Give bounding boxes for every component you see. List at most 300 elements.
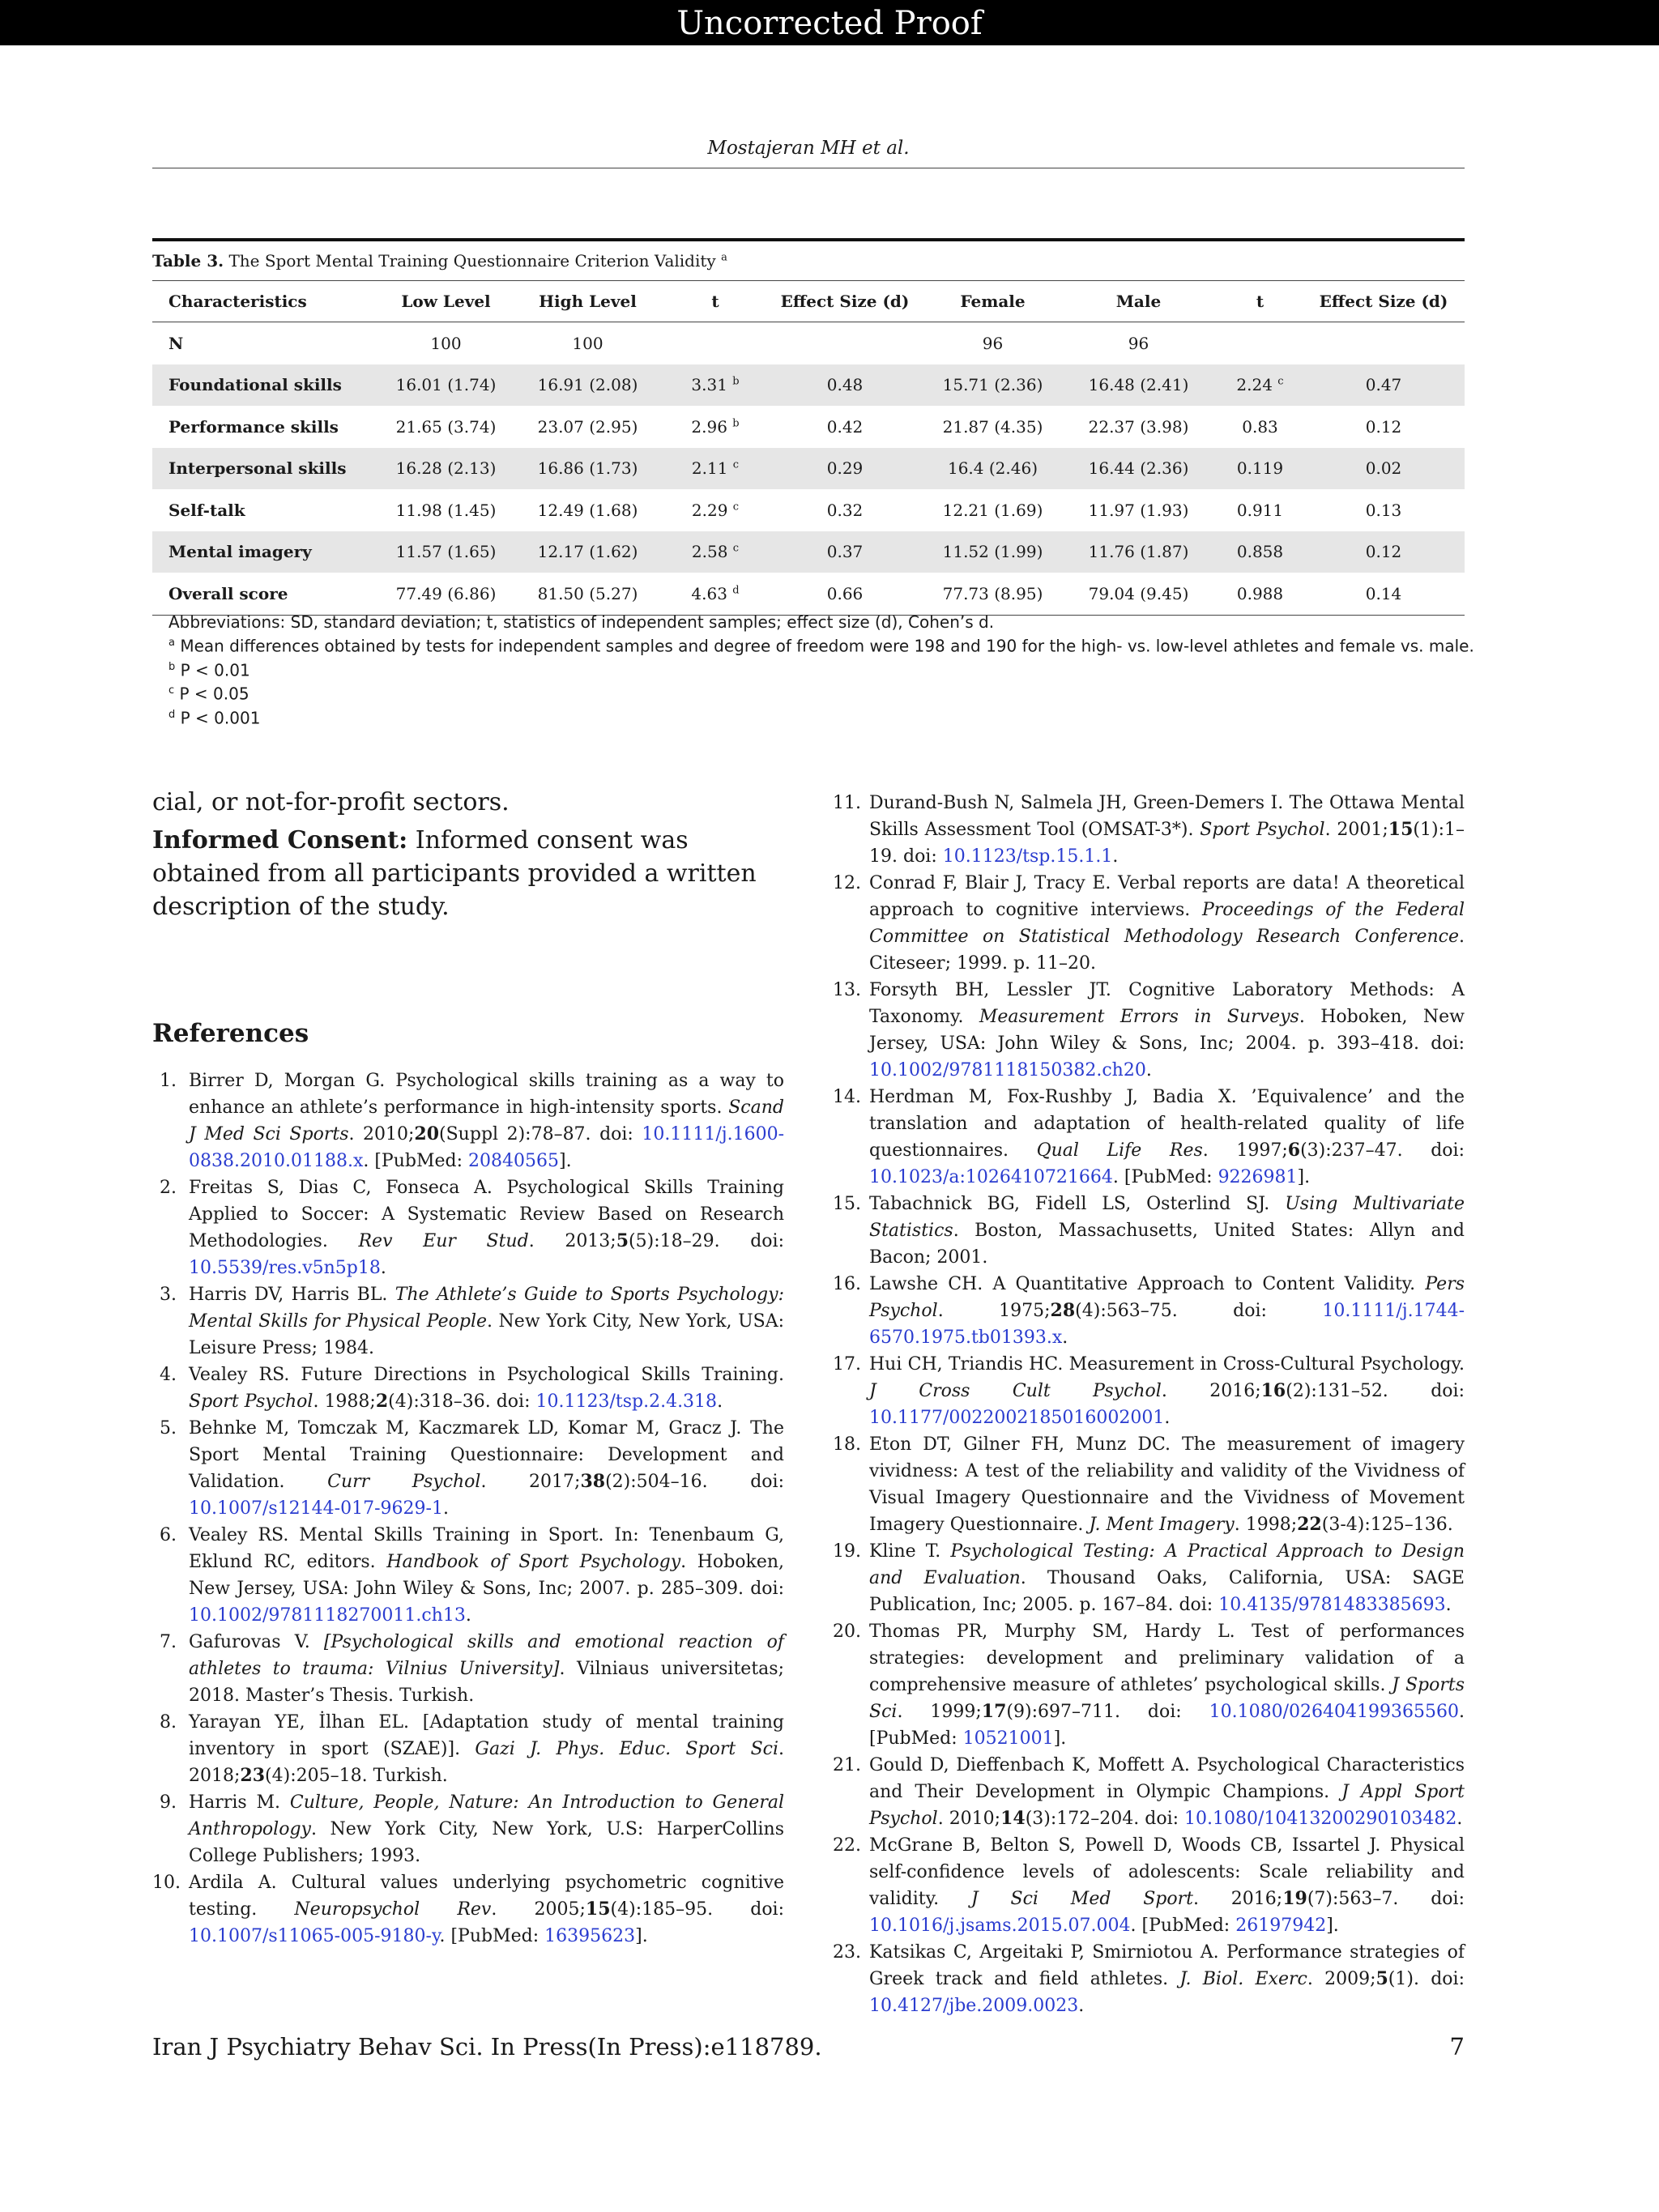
reference-text: Behnke M, Tomczak M, Kaczmarek LD, Komar M, Gracz J. The Sport Mental Training Questionnaire: Development and Validation. (189, 1418, 784, 1492)
reference-item (152, 1281, 784, 1362)
reference-text: Freitas S, Dias C, Fonseca A. Psychological Skills Training Applied to Soccer: A Systematic Review Based on Research Methodologies. (189, 1178, 784, 1251)
doi-link[interactable]: 10.1080/026404199365560 (1209, 1702, 1459, 1722)
reference-item (833, 1084, 1465, 1191)
reference-source: Using Multivariate Statistics (869, 1194, 1465, 1241)
column-header: Male (1115, 292, 1162, 311)
table-3 (152, 238, 1465, 616)
cell-value: 0.29 (826, 458, 864, 479)
reference-number: 10. (152, 1873, 181, 1893)
reference-item (833, 1431, 1465, 1538)
cell-footnote-marker: c (732, 542, 740, 555)
doi-link[interactable]: 10.4135/9781483385693 (1218, 1595, 1446, 1615)
consent-label: Informed Consent: (152, 826, 408, 855)
row-label: Performance skills (168, 416, 339, 437)
cell-value: 11.98 (1.45) (395, 500, 497, 520)
reference-text: (4):563–75. doi: (1075, 1301, 1323, 1321)
cell-footnote-marker: d (732, 584, 740, 597)
reference-text: (4):318–36. doi: (388, 1392, 536, 1412)
note-marker: d (168, 708, 176, 721)
table-note (168, 657, 1465, 681)
table-cell (1303, 322, 1465, 364)
informed-consent (152, 824, 784, 923)
cell-value: 96 (1128, 333, 1149, 353)
reference-text: Thomas PR, Murphy SM, Hardy L. Test of performances strategies: development and preliminary validation of a comprehensive measure of athletes’ psychological skills. (869, 1622, 1465, 1695)
reference-source: Gazi J. Phys. Educ. Sport Sci (475, 1739, 778, 1759)
cell-value: 0.48 (826, 375, 864, 395)
reference-text: . (1445, 1595, 1452, 1615)
reference-text: ]. (1326, 1916, 1339, 1936)
reference-text: (Suppl 2):78–87. doi: (439, 1124, 642, 1144)
cell-value: 0.42 (826, 416, 864, 437)
table-label: Table 3. (152, 251, 224, 271)
table-cell (1303, 364, 1465, 407)
doi-link[interactable]: 10.1123/tsp.15.1.1 (942, 846, 1113, 867)
reference-number: 12. (833, 873, 861, 893)
reference-text: (2):131–52. doi: (1286, 1381, 1465, 1401)
reference-number: 19. (833, 1541, 861, 1562)
reference-text: . 1997; (1202, 1140, 1288, 1161)
table-body (152, 322, 1465, 616)
reference-item (152, 1068, 784, 1174)
reference-item (152, 1362, 784, 1415)
reference-text: (1). doi: (1388, 1969, 1465, 1989)
reference-source: The Athlete’s Guide to Sports Psychology: Mental Skills for Physical People (189, 1285, 784, 1332)
reference-source: Handbook of Sport Psychology (386, 1552, 681, 1572)
reference-text: . Thousand Oaks, California, USA: SAGE Publication, Inc; 2005. p. 167–84. doi: (869, 1568, 1465, 1615)
reference-text: . 2013; (528, 1231, 616, 1251)
cell-value: 0.02 (1365, 458, 1402, 479)
cell-value: 2.58 (691, 542, 728, 562)
reference-number: 16. (833, 1274, 861, 1294)
reference-volume: 14 (1000, 1808, 1026, 1829)
reference-text: (4):185–95. doi: (610, 1899, 785, 1920)
reference-source: Culture, People, Nature: An Introduction to General Anthropology (189, 1792, 784, 1839)
cell-footnote-marker: c (1277, 375, 1284, 388)
cell-value: 11.52 (1.99) (942, 542, 1043, 562)
cell-value: 0.858 (1236, 542, 1284, 562)
doi-link[interactable]: 10.1002/9781118270011.ch13 (189, 1605, 466, 1626)
column-header: t (711, 292, 719, 311)
table-row (152, 489, 1465, 531)
reference-number: 20. (833, 1622, 861, 1642)
cell-footnote-marker: b (732, 375, 740, 388)
cell-value: 0.37 (826, 542, 864, 562)
table-cell (1060, 489, 1218, 531)
reference-text: . Boston, Massachusetts, United States: Allyn and Bacon; 2001. (869, 1221, 1465, 1268)
reference-number: 11. (833, 793, 861, 813)
table-cell (926, 573, 1060, 615)
doi-link[interactable]: 10.1123/tsp.2.4.318 (535, 1392, 718, 1412)
reference-item (152, 1522, 784, 1629)
table-cell (509, 531, 667, 573)
column-header: t (1256, 292, 1265, 311)
table-cell (509, 573, 667, 615)
reference-text: (3):172–204. doi: (1025, 1809, 1185, 1829)
reference-text: Hui CH, Triandis HC. Measurement in Cross-Cultural Psychology. (869, 1354, 1465, 1375)
table-cell (509, 406, 667, 448)
reference-item (152, 1789, 784, 1869)
reference-text: Gafurovas V. (189, 1632, 324, 1652)
cell-value: 2.24 (1236, 375, 1273, 395)
body-fragment: cial, or not-for-profit sectors. (152, 788, 510, 816)
row-label: Interpersonal skills (168, 458, 347, 479)
cell-footnote-marker: c (732, 501, 740, 514)
cell-value: 16.48 (2.41) (1088, 375, 1189, 395)
reference-item (152, 1415, 784, 1522)
table-row (152, 406, 1465, 448)
reference-text: . [PubMed: (869, 1702, 1465, 1749)
table-cell (383, 531, 509, 573)
table-cell (383, 573, 509, 615)
references-list-left (152, 1068, 784, 1950)
reference-text: Tabachnick BG, Fidell LS, Osterlind SJ. (869, 1194, 1286, 1214)
column-header: Characteristics (168, 292, 307, 311)
doi-link[interactable]: 10.1016/j.jsams.2015.07.004 (869, 1916, 1131, 1936)
reference-text: (9):697–711. doi: (1006, 1702, 1209, 1722)
cell-value: 12.49 (1.68) (537, 500, 638, 520)
table-header-row (152, 281, 1465, 322)
reference-volume: 17 (981, 1701, 1007, 1722)
table-cell (383, 364, 509, 407)
reference-source: Sport Psychol (189, 1392, 313, 1412)
column-header: Effect Size (d) (1319, 292, 1448, 311)
reference-text: . (1456, 1809, 1463, 1829)
reference-source: Pers Psychol (869, 1274, 1465, 1321)
table-cell (1303, 489, 1465, 531)
table-cell (509, 364, 667, 407)
reference-item (833, 1752, 1465, 1832)
table-row (152, 448, 1465, 490)
reference-text: Lawshe CH. A Quantitative Approach to Content Validity. (869, 1274, 1426, 1294)
reference-text: (3):237–47. doi: (1300, 1140, 1465, 1161)
note-marker: b (168, 660, 176, 673)
table-note (168, 705, 1465, 729)
doi-link[interactable]: 10.5539/res.v5n5p18 (189, 1258, 381, 1278)
table-caption-sup: a (721, 251, 727, 264)
reference-text: . (1145, 1060, 1152, 1080)
table-cell (1060, 531, 1218, 573)
column-header: High Level (539, 292, 637, 311)
reference-text: . [PubMed: (1130, 1916, 1236, 1936)
reference-text: . 2016; (1161, 1381, 1261, 1401)
cell-value: 12.21 (1.69) (942, 500, 1043, 520)
table-cell (764, 489, 926, 531)
reference-text: . (442, 1498, 449, 1519)
consent-text: Informed consent was obtained from all participants provided a written description of the study. (152, 826, 757, 921)
table-cell (764, 406, 926, 448)
note-text: P < 0.05 (179, 684, 249, 704)
cell-value: 11.76 (1.87) (1088, 542, 1189, 562)
column-header: Effect Size (d) (780, 292, 910, 311)
running-head: Mostajeran MH et al. (707, 138, 910, 159)
doi-link[interactable]: 10.1007/s12144-017-9629-1 (189, 1498, 443, 1519)
cell-value: 0.988 (1236, 583, 1284, 603)
footer-journal: Iran J Psychiatry Behav Sci. In Press(In Press):e118789. (152, 2033, 822, 2061)
doi-link[interactable]: 10.1111/j.1744-6570.1975.tb01393.x (869, 1301, 1465, 1348)
reference-number: 14. (833, 1087, 861, 1107)
cell-value: 0.83 (1242, 416, 1278, 437)
cell-value: 77.73 (8.95) (942, 583, 1043, 603)
row-label: Mental imagery (168, 542, 312, 562)
reference-text: Kline T. (869, 1541, 951, 1562)
reference-number: 1. (160, 1071, 177, 1091)
cell-value: 0.32 (826, 500, 864, 520)
validity-table (152, 280, 1465, 616)
reference-item (152, 1709, 784, 1789)
table-cell (764, 322, 926, 364)
row-label: Overall score (168, 583, 288, 603)
reference-item (833, 1618, 1465, 1752)
reference-text: (5):18–29. doi: (629, 1231, 785, 1251)
table-cell (1303, 573, 1465, 615)
reference-source: J Appl Sport Psychol (869, 1782, 1465, 1829)
table-cell (509, 322, 667, 364)
reference-number: 17. (833, 1354, 861, 1375)
doi-link[interactable]: 26197942 (1235, 1916, 1327, 1936)
reference-text: (7):563–7. doi: (1307, 1889, 1465, 1909)
doi-link[interactable]: 10.1002/9781118150382.ch20 (869, 1060, 1146, 1080)
reference-item (833, 1191, 1465, 1271)
table-cell (1218, 448, 1303, 490)
reference-number: 21. (833, 1755, 861, 1775)
cell-value: 81.50 (5.27) (537, 583, 638, 603)
row-label: Self-talk (168, 500, 245, 520)
reference-text: (3-4):125–136. (1321, 1515, 1453, 1535)
cell-value: 96 (982, 333, 1004, 353)
table-cell (1060, 322, 1218, 364)
table-cell (1218, 489, 1303, 531)
cell-value: 16.28 (2.13) (395, 458, 497, 479)
reference-volume: 5 (1375, 1968, 1388, 1989)
proof-banner: Uncorrected Proof (0, 0, 1659, 45)
reference-number: 15. (833, 1194, 861, 1214)
table-cell (383, 406, 509, 448)
cell-value: 0.911 (1236, 500, 1284, 520)
table-cell (383, 448, 509, 490)
table-cell (383, 322, 509, 364)
table-caption-text: The Sport Mental Training Questionnaire Criterion Validity (228, 251, 716, 271)
cell-value: 79.04 (9.45) (1088, 583, 1189, 603)
reference-text: ]. (1053, 1728, 1067, 1749)
cell-value: 15.71 (2.36) (942, 375, 1043, 395)
reference-text: Katsikas C, Argeitaki P, Smirniotou A. Performance strategies of Greek track and field athletes. (869, 1942, 1465, 1989)
reference-volume: 16 (1260, 1380, 1286, 1401)
cell-value: 16.86 (1.73) (537, 458, 638, 479)
table-cell (1060, 573, 1218, 615)
note-marker: c (168, 684, 175, 697)
reference-item (833, 1351, 1465, 1431)
table-cell (667, 406, 764, 448)
reference-text: ]. (1297, 1167, 1311, 1187)
reference-number: 18. (833, 1434, 861, 1455)
table-cell (764, 573, 926, 615)
reference-text: Eton DT, Gilner FH, Munz DC. The measurement of imagery vividness: A test of the reliability and validity of the Vividness of Visual Imagery Questionnaire and the Vividness of Movement Imagery Questionnaire. (869, 1434, 1465, 1535)
table-cell (926, 531, 1060, 573)
reference-number: 9. (160, 1792, 177, 1813)
reference-source: J. Ment Imagery (1089, 1515, 1235, 1535)
table-cell (509, 448, 667, 490)
table-cell (1060, 448, 1218, 490)
doi-link[interactable]: 10.4127/jbe.2009.0023 (869, 1996, 1079, 2016)
table-cell (1218, 364, 1303, 407)
reference-text: . New York City, New York, USA: Leisure Press; 1984. (189, 1311, 784, 1358)
reference-source: Rev Eur Stud (358, 1231, 529, 1251)
reference-item (833, 977, 1465, 1084)
reference-text: Vealey RS. Future Directions in Psychological Skills Training. (189, 1365, 784, 1385)
cell-value: 16.01 (1.74) (395, 375, 497, 395)
reference-text: . (717, 1392, 723, 1412)
cell-value: 0.66 (826, 583, 864, 603)
table-cell (667, 573, 764, 615)
reference-source: Qual Life Res (1036, 1140, 1203, 1161)
reference-text: . (1078, 1996, 1085, 2016)
reference-source: Measurement Errors in Surveys (979, 1007, 1299, 1027)
reference-text: ]. (559, 1151, 572, 1171)
table-cell (926, 489, 1060, 531)
doi-link[interactable]: 20840565 (468, 1151, 560, 1171)
doi-link[interactable]: 10.1023/a:1026410721664 (869, 1167, 1113, 1187)
cell-value: 2.29 (691, 500, 728, 520)
cell-value: 4.63 (691, 583, 727, 603)
table-cell (1218, 322, 1303, 364)
reference-volume: 38 (580, 1471, 606, 1492)
reference-text: . 2009; (1307, 1969, 1376, 1989)
reference-text: ]. (635, 1926, 648, 1946)
table-cell (926, 448, 1060, 490)
cell-value: 21.65 (3.74) (395, 416, 497, 437)
doi-link[interactable]: 10.1177/0022002185016002001 (869, 1408, 1165, 1428)
doi-link[interactable]: 16395623 (544, 1926, 636, 1946)
cell-value: 2.11 (691, 458, 728, 479)
left-column (152, 786, 784, 1950)
table-cell (926, 406, 1060, 448)
reference-text: Durand-Bush N, Salmela JH, Green-Demers I. The Ottawa Mental Skills Assessment Tool (OMSAT-3*). (869, 793, 1465, 840)
reference-text: Vealey RS. Mental Skills Training in Sport. In: Tenenbaum G, Eklund RC, editors. (189, 1525, 784, 1572)
reference-volume: 15 (585, 1899, 611, 1920)
reference-text: . 1975; (937, 1301, 1051, 1321)
table-cell (667, 489, 764, 531)
table-cell (764, 531, 926, 573)
reference-text: Harris M. (189, 1792, 290, 1813)
table-cell (1303, 406, 1465, 448)
cell-value: 100 (572, 333, 603, 353)
reference-number: 6. (160, 1525, 177, 1545)
reference-text: . 1999; (897, 1702, 982, 1722)
cell-value: 23.07 (2.95) (537, 416, 638, 437)
reference-number: 4. (160, 1365, 177, 1385)
reference-source: [Psychological skills and emotional reaction of athletes to trauma: Vilnius University] (189, 1632, 784, 1679)
reference-text: . (1164, 1408, 1171, 1428)
reference-text: . New York City, New York, U.S: HarperCollins College Publishers; 1993. (189, 1819, 784, 1866)
reference-text: Herdman M, Fox-Rushby J, Badia X. ’Equivalence’ and the translation and adaptation of health-related quality of life questionnaires. (869, 1087, 1465, 1161)
reference-text: . 1998; (1234, 1515, 1298, 1535)
reference-volume: 19 (1282, 1888, 1307, 1909)
cell-value: 0.12 (1365, 542, 1402, 562)
reference-item (833, 790, 1465, 870)
table-cell (926, 322, 1060, 364)
doi-link[interactable]: 10.1111/j.1600-0838.2010.01188.x (189, 1124, 784, 1171)
reference-number: 23. (833, 1942, 861, 1963)
table-cell (383, 489, 509, 531)
table-note (168, 612, 1465, 633)
reference-source: J Sports Sci (869, 1675, 1465, 1722)
reference-text: . Vilniaus universitetas; 2018. Master’s Thesis. Turkish. (189, 1659, 784, 1706)
cell-value: 11.57 (1.65) (395, 542, 497, 562)
reference-number: 7. (160, 1632, 177, 1652)
table-cell (1303, 531, 1465, 573)
reference-text: McGrane B, Belton S, Powell D, Woods CB, Issartel J. Physical self-confidence levels of adolescents: Scale reliability and validity. (869, 1835, 1465, 1909)
table-cell (667, 322, 764, 364)
reference-item (152, 1869, 784, 1950)
table-top-rule (152, 238, 1465, 241)
reference-item (833, 1538, 1465, 1618)
reference-number: 2. (160, 1178, 177, 1198)
table-caption (152, 251, 1465, 271)
reference-text: . 2010; (348, 1124, 415, 1144)
page-number: 7 (1449, 2033, 1465, 2061)
table-note (168, 633, 1474, 657)
table-cell (1218, 573, 1303, 615)
reference-volume: 28 (1050, 1300, 1076, 1321)
reference-source: Curr Psychol (327, 1472, 481, 1492)
reference-volume: 23 (240, 1765, 266, 1786)
doi-link[interactable]: 10.1007/s11065-005-9180-y (189, 1926, 440, 1946)
table-note (168, 680, 1465, 705)
reference-source: J Cross Cult Psychol (869, 1381, 1162, 1401)
reference-text: Forsyth BH, Lessler JT. Cognitive Laboratory Methods: A Taxonomy. (869, 980, 1465, 1027)
row-label: N (168, 333, 184, 353)
cell-footnote-marker: b (732, 417, 740, 430)
reference-text: Birrer D, Morgan G. Psychological skills training as a way to enhance an athlete’s performance in high-intensity sports. (189, 1071, 784, 1118)
doi-link[interactable]: 9226981 (1218, 1167, 1298, 1187)
cell-value: 16.44 (2.36) (1088, 458, 1189, 479)
reference-source: J Sci Med Sport (970, 1889, 1193, 1909)
column-header: Low Level (401, 292, 491, 311)
doi-link[interactable]: 10.1080/10413200290103482 (1184, 1809, 1457, 1829)
reference-volume: 2 (375, 1391, 389, 1412)
reference-text: (2):504–16. doi: (605, 1472, 784, 1492)
reference-text: . Citeseer; 1999. p. 11–20. (869, 927, 1465, 974)
doi-link[interactable]: 10521001 (962, 1728, 1054, 1749)
row-label: Foundational skills (168, 375, 342, 395)
cell-value: 0.12 (1365, 416, 1402, 437)
table-cell (667, 364, 764, 407)
reference-volume: 22 (1297, 1514, 1322, 1535)
cell-value: 16.4 (2.46) (947, 458, 1038, 479)
table-cell (667, 531, 764, 573)
reference-text: . (380, 1258, 386, 1278)
reference-text: Ardila A. Cultural values underlying psychometric cognitive testing. (189, 1873, 784, 1920)
reference-text: . Hoboken, New Jersey, USA: John Wiley & Sons, Inc; 2004. p. 393–418. doi: (869, 1007, 1465, 1054)
reference-text: . (465, 1605, 471, 1626)
reference-source: Scand J Med Sci Sports (189, 1097, 784, 1144)
reference-number: 22. (833, 1835, 861, 1856)
table-cell (667, 448, 764, 490)
reference-text: . (1112, 846, 1119, 867)
reference-text: . (1062, 1328, 1068, 1348)
table-row (152, 573, 1465, 615)
reference-text: . Hoboken, New Jersey, USA: John Wiley & Sons, Inc; 2007. p. 285–309. doi: (189, 1552, 785, 1599)
table-cell (926, 364, 1060, 407)
table-cell (1060, 364, 1218, 407)
table-row (152, 322, 1465, 364)
reference-number: 5. (160, 1418, 177, 1438)
cell-value: 2.96 (691, 416, 727, 437)
reference-text: Gould D, Dieffenbach K, Moffett A. Psychological Characteristics and Their Development in Olympic Champions. (869, 1755, 1465, 1802)
reference-volume: 15 (1388, 819, 1414, 840)
reference-source: Sport Psychol (1200, 820, 1325, 840)
reference-text: . [PubMed: (1112, 1167, 1218, 1187)
